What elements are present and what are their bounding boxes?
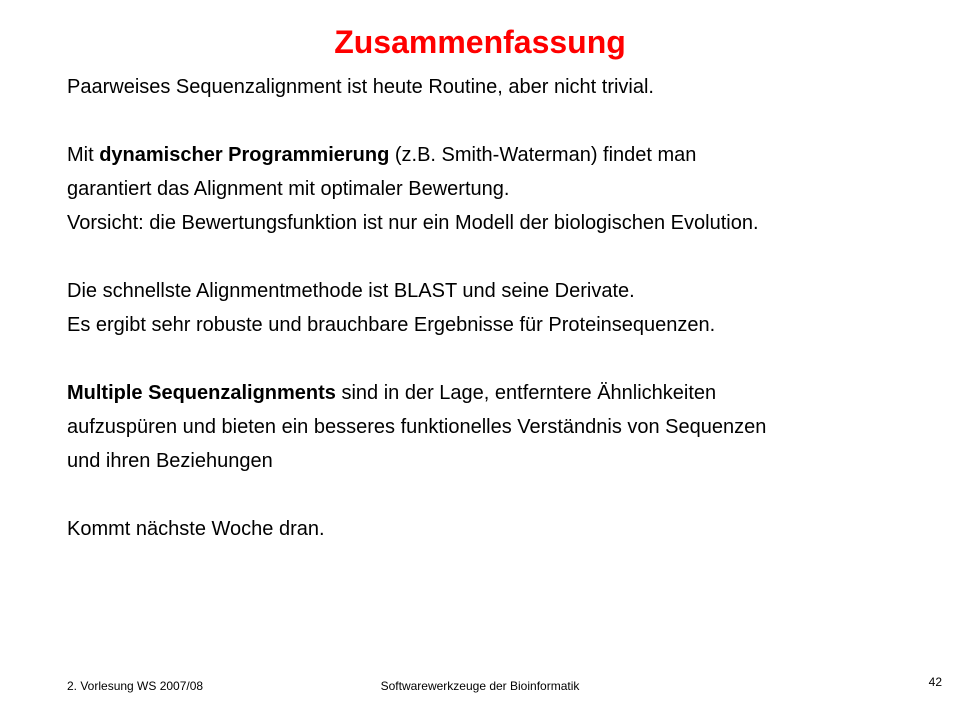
summary-line-relationships: und ihren Beziehungen [67, 450, 273, 472]
text-run: (z.B. Smith-Waterman) findet man [389, 144, 697, 166]
slide-content [67, 70, 947, 546]
summary-line-caution: Vorsicht: die Bewertungsfunktion ist nur ein Modell der biologischen Evolution. [67, 212, 759, 234]
text-run: sind in der Lage, entferntere Ähnlichkeiten [335, 382, 717, 404]
page-number: 42 [928, 675, 942, 689]
paragraph-gap [67, 240, 947, 274]
paragraph-gap [67, 478, 947, 512]
bold-term-dynamic-programming: dynamischer Programmierung [99, 144, 390, 166]
bold-term-multiple-alignments: Multiple Sequenzalignments [67, 382, 336, 404]
summary-line-pairwise: Paarweises Sequenzalignment ist heute Routine, aber nicht trivial. [67, 76, 654, 98]
summary-line-dynamic-programming [67, 138, 947, 172]
text-run: Mit [67, 144, 100, 166]
summary-line-next-week: Kommt nächste Woche dran. [67, 518, 325, 540]
summary-line-blast: Die schnellste Alignmentmethode ist BLAST und seine Derivate. [67, 280, 635, 302]
paragraph-gap [67, 342, 947, 376]
footer-course-title: Softwarewerkzeuge der Bioinformatik [380, 679, 580, 693]
summary-line-optimal-alignment: garantiert das Alignment mit optimaler Bewertung. [67, 178, 510, 200]
summary-line-multiple-alignments [67, 376, 947, 410]
slide-title: Zusammenfassung [334, 24, 626, 60]
paragraph-gap [67, 104, 947, 138]
summary-line-robust-results: Es ergibt sehr robuste und brauchbare Ergebnisse für Proteinsequenzen. [67, 314, 716, 336]
summary-line-functional-understanding: aufzuspüren und bieten ein besseres funktionelles Verständnis von Sequenzen [67, 416, 767, 438]
footer-lecture: 2. Vorlesung WS 2007/08 [67, 679, 204, 693]
